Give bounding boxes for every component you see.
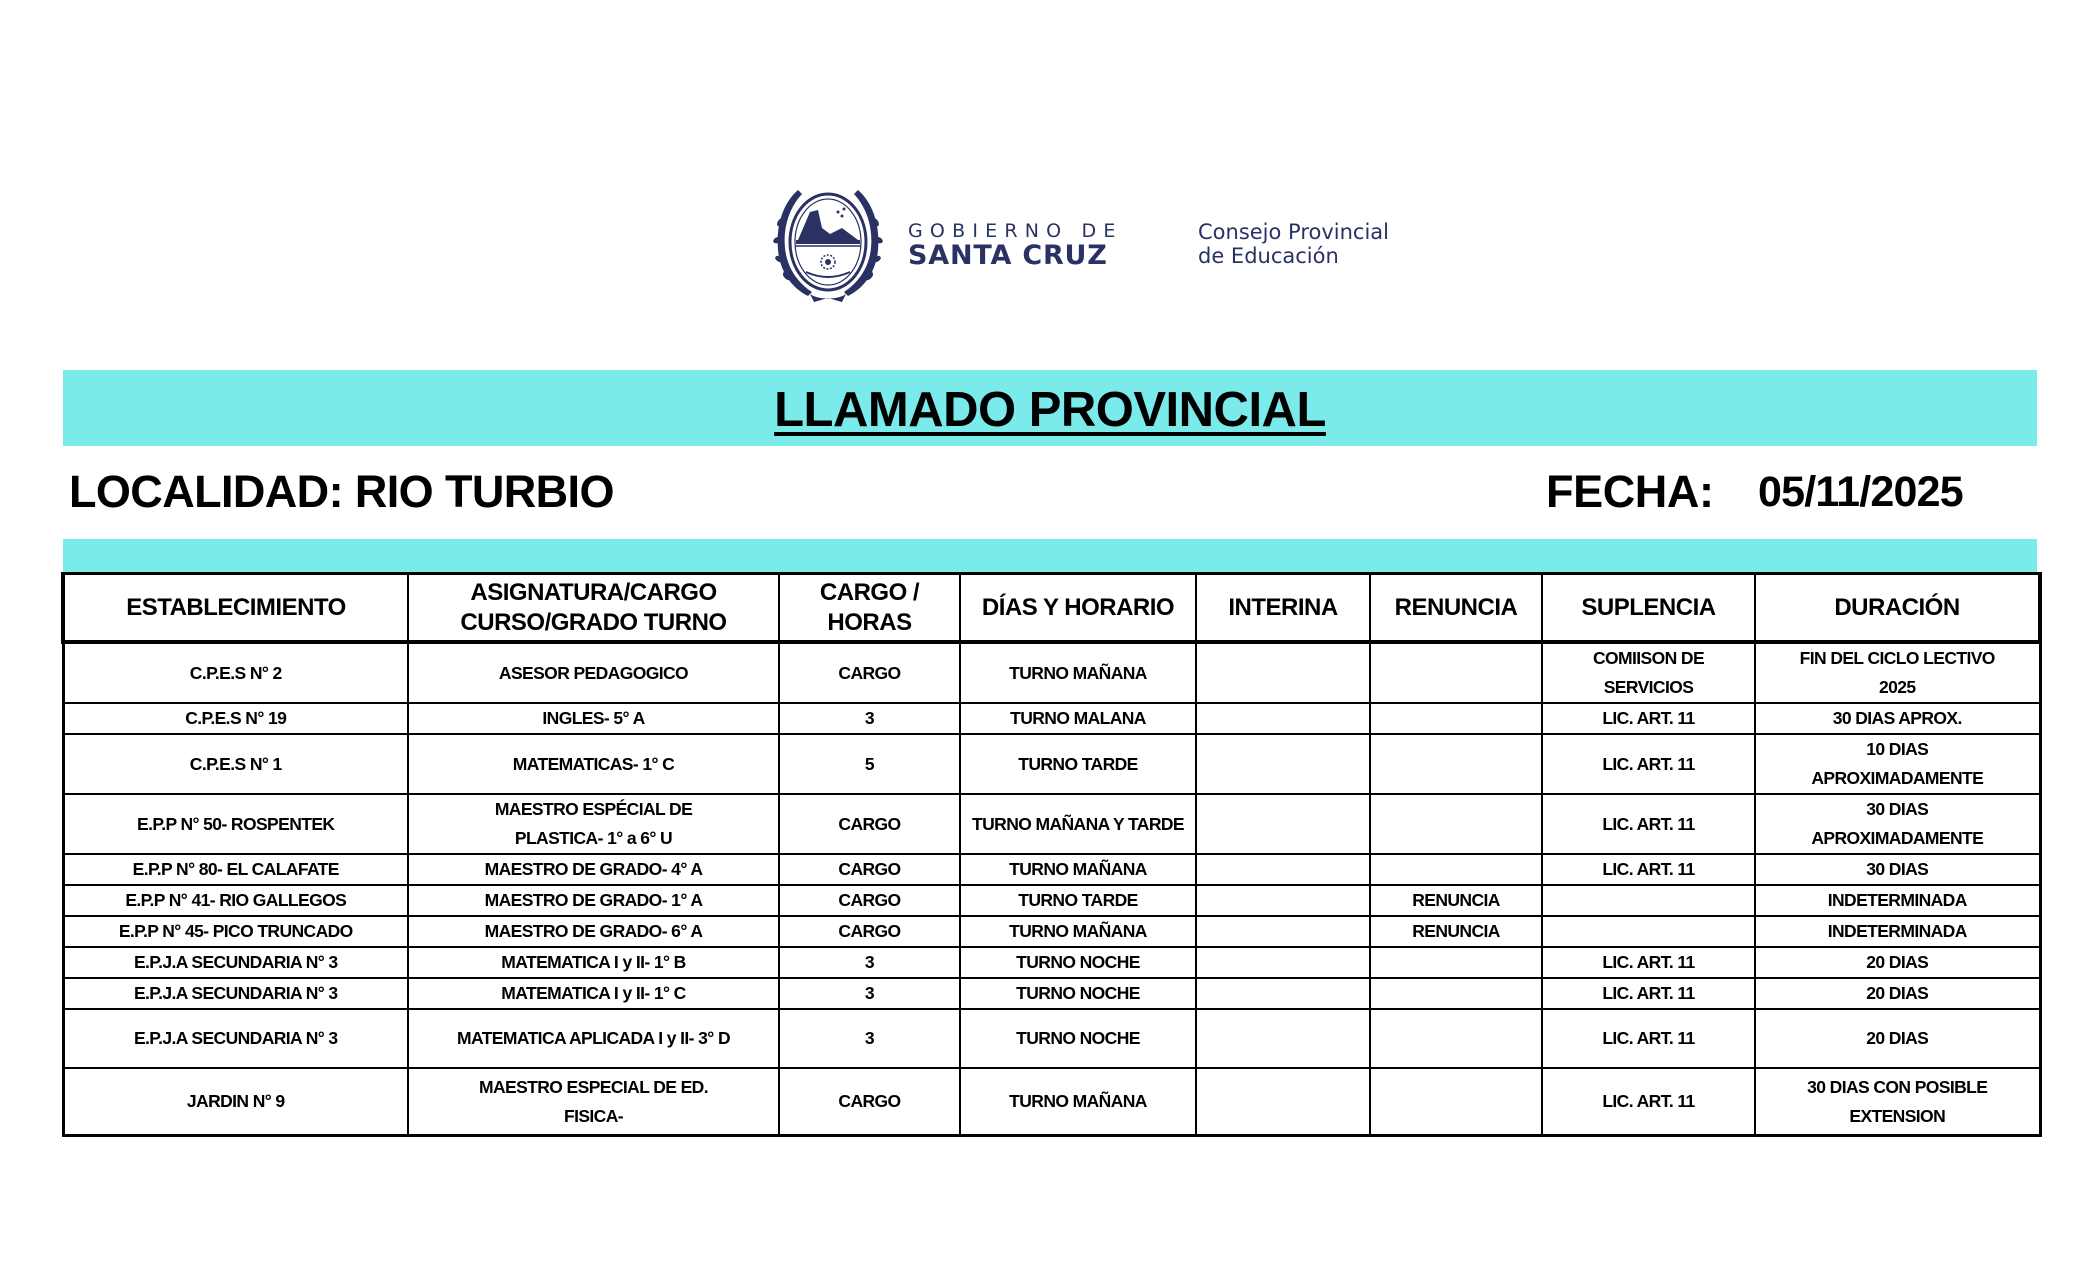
cell-duracion-text: INDETERMINADA	[1827, 890, 1967, 910]
cell-renuncia	[1370, 854, 1542, 885]
cell-asignatura-text: MAESTRO ESPECIAL DE ED. FISICA-	[479, 1076, 708, 1126]
council-line2: de Educación	[1198, 244, 1339, 268]
cell-dias-horario	[960, 885, 1196, 916]
cell-establecimiento-text: E.P.P N° 80- EL CALAFATE	[132, 859, 339, 879]
government-line2: SANTA CRUZ	[908, 240, 1108, 271]
cell-duracion	[1755, 703, 2040, 734]
cell-asignatura-text: INGLES- 5° A	[542, 708, 645, 728]
cell-dias-horario	[960, 642, 1196, 703]
cell-dias-horario-text: TURNO NOCHE	[1016, 952, 1140, 972]
cell-cargo-horas-text: CARGO	[838, 1091, 901, 1111]
column-header-interina: INTERINA	[1196, 574, 1370, 643]
cell-interina	[1196, 978, 1370, 1009]
coat-of-arms-icon	[772, 182, 884, 304]
cell-renuncia	[1370, 734, 1542, 794]
cell-suplencia	[1542, 885, 1755, 916]
fecha-label: FECHA:	[1546, 466, 1714, 517]
cell-suplencia-text: LIC. ART. 11	[1602, 952, 1695, 972]
table-row	[63, 794, 2040, 854]
cell-suplencia-text: COMIISON DE SERVICIOS	[1592, 648, 1705, 697]
cell-renuncia	[1370, 1009, 1542, 1068]
cell-dias-horario-text: TURNO MAÑANA	[1009, 921, 1147, 941]
cell-suplencia	[1542, 947, 1755, 978]
cell-cargo-horas	[779, 885, 960, 916]
cell-cargo-horas-text: 3	[864, 708, 875, 728]
cell-asignatura	[408, 947, 779, 978]
cell-cargo-horas-text: CARGO	[838, 813, 901, 834]
cell-suplencia-text: LIC. ART. 11	[1602, 1091, 1695, 1111]
cell-asignatura	[408, 703, 779, 734]
cell-cargo-horas	[779, 947, 960, 978]
cell-suplencia	[1542, 916, 1755, 947]
cell-duracion	[1755, 1009, 2040, 1068]
cell-dias-horario	[960, 978, 1196, 1009]
cell-suplencia-text: LIC. ART. 11	[1602, 708, 1695, 728]
cell-dias-horario-text: TURNO NOCHE	[1016, 983, 1140, 1003]
cell-renuncia-text: RENUNCIA	[1412, 921, 1500, 941]
cell-cargo-horas	[779, 916, 960, 947]
cell-establecimiento-text: E.P.J.A SECUNDARIA N° 3	[133, 983, 338, 1003]
cell-asignatura-text: MAESTRO DE GRADO- 6° A	[484, 921, 703, 941]
cell-asignatura	[408, 794, 779, 854]
table-row	[63, 703, 2040, 734]
cell-renuncia-text: RENUNCIA	[1412, 890, 1500, 910]
cell-dias-horario-text: TURNO MALANA	[1010, 708, 1146, 728]
cell-renuncia	[1370, 1068, 1542, 1136]
column-header-asignatura	[408, 574, 779, 643]
cell-asignatura-text: MAESTRO ESPÉCIAL DE PLASTICA- 1° a 6° U	[494, 799, 693, 848]
cell-asignatura-text: MAESTRO DE GRADO- 4° A	[484, 859, 703, 879]
cell-duracion	[1755, 642, 2040, 703]
cell-dias-horario	[960, 854, 1196, 885]
cell-suplencia	[1542, 1009, 1755, 1068]
cell-suplencia-text: LIC. ART. 11	[1602, 859, 1695, 879]
cell-asignatura	[408, 885, 779, 916]
cell-duracion	[1755, 978, 2040, 1009]
cell-establecimiento-text: E.P.P N° 41- RIO GALLEGOS	[125, 890, 347, 910]
cell-duracion	[1755, 794, 2040, 854]
cell-cargo-horas	[779, 854, 960, 885]
cell-interina	[1196, 854, 1370, 885]
column-header-cargo-horas-text: CARGO / HORAS	[819, 578, 920, 636]
cell-asignatura	[408, 854, 779, 885]
cell-cargo-horas-text: 3	[864, 983, 875, 1003]
cell-duracion	[1755, 916, 2040, 947]
cell-duracion-text: 20 DIAS	[1866, 1028, 1929, 1048]
cell-renuncia	[1370, 885, 1542, 916]
cell-asignatura	[408, 734, 779, 794]
cell-suplencia	[1542, 1068, 1755, 1136]
cell-renuncia	[1370, 947, 1542, 978]
cell-interina	[1196, 1068, 1370, 1136]
cell-dias-horario	[960, 703, 1196, 734]
cell-dias-horario-text: TURNO MAÑANA	[1009, 859, 1147, 879]
cell-suplencia	[1542, 642, 1755, 703]
cell-duracion-text: 20 DIAS	[1866, 952, 1929, 972]
cell-asignatura-text: MATEMATICAS- 1° C	[512, 753, 675, 774]
cell-establecimiento	[63, 1068, 408, 1136]
cell-cargo-horas-text: 3	[864, 952, 875, 972]
table-row	[63, 947, 2040, 978]
cell-duracion-text: INDETERMINADA	[1827, 921, 1967, 941]
cell-establecimiento	[63, 947, 408, 978]
cell-cargo-horas	[779, 794, 960, 854]
cell-suplencia-text: LIC. ART. 11	[1602, 753, 1695, 774]
cell-establecimiento-text: C.P.E.S N° 19	[185, 708, 287, 728]
cell-suplencia-text: LIC. ART. 11	[1602, 813, 1695, 834]
cell-establecimiento	[63, 642, 408, 703]
cell-interina	[1196, 947, 1370, 978]
page-title	[63, 382, 2037, 438]
cell-dias-horario-text: TURNO MAÑANA	[1009, 1091, 1147, 1111]
cell-establecimiento	[63, 854, 408, 885]
cell-duracion-text: 30 DIAS	[1866, 859, 1929, 879]
cell-dias-horario	[960, 734, 1196, 794]
cell-cargo-horas	[779, 978, 960, 1009]
positions-table	[61, 572, 2042, 1137]
cell-establecimiento	[63, 885, 408, 916]
cell-asignatura	[408, 642, 779, 703]
cell-cargo-horas	[779, 1009, 960, 1068]
cell-interina	[1196, 1009, 1370, 1068]
cell-establecimiento	[63, 794, 408, 854]
separator-band	[63, 539, 2037, 573]
page-title-text: LLAMADO PROVINCIAL	[774, 383, 1326, 437]
cell-interina	[1196, 916, 1370, 947]
cell-interina	[1196, 794, 1370, 854]
cell-duracion-text: FIN DEL CICLO LECTIVO 2025	[1799, 648, 1995, 697]
cell-establecimiento	[63, 734, 408, 794]
cell-establecimiento-text: C.P.E.S N° 2	[189, 662, 282, 683]
table-row	[63, 734, 2040, 794]
cell-duracion	[1755, 885, 2040, 916]
table-row	[63, 854, 2040, 885]
cell-dias-horario-text: TURNO TARDE	[1018, 890, 1138, 910]
cell-establecimiento	[63, 703, 408, 734]
cell-establecimiento-text: C.P.E.S N° 1	[189, 753, 282, 774]
cell-duracion	[1755, 734, 2040, 794]
cell-dias-horario-text: TURNO NOCHE	[1016, 1028, 1140, 1048]
cell-establecimiento	[63, 978, 408, 1009]
cell-establecimiento-text: E.P.J.A SECUNDARIA N° 3	[133, 952, 338, 972]
cell-cargo-horas	[779, 642, 960, 703]
cell-renuncia	[1370, 703, 1542, 734]
cell-asignatura	[408, 916, 779, 947]
cell-duracion-text: 20 DIAS	[1866, 983, 1929, 1003]
cell-asignatura-text: MATEMATICA APLICADA I y II- 3° D	[457, 1028, 730, 1048]
cell-establecimiento-text: E.P.P N° 50- ROSPENTEK	[137, 813, 335, 834]
column-header-renuncia: RENUNCIA	[1370, 574, 1542, 643]
cell-renuncia	[1370, 642, 1542, 703]
cell-duracion-text: 30 DIAS CON POSIBLE EXTENSION	[1807, 1076, 1988, 1126]
column-header-asignatura-text: ASIGNATURA/CARGO CURSO/GRADO TURNO	[460, 578, 727, 636]
cell-duracion	[1755, 1068, 2040, 1136]
table-row	[63, 1009, 2040, 1068]
cell-suplencia	[1542, 854, 1755, 885]
cell-establecimiento	[63, 916, 408, 947]
cell-asignatura	[408, 1009, 779, 1068]
title-band	[63, 370, 2037, 446]
cell-interina	[1196, 642, 1370, 703]
table-row	[63, 642, 2040, 703]
cell-establecimiento-text: JARDIN N° 9	[186, 1091, 285, 1111]
cell-dias-horario-text: TURNO MAÑANA Y TARDE	[972, 813, 1184, 834]
cell-cargo-horas-text: CARGO	[838, 921, 901, 941]
table-row	[63, 1068, 2040, 1136]
column-header-suplencia: SUPLENCIA	[1542, 574, 1755, 643]
cell-dias-horario	[960, 916, 1196, 947]
cell-interina	[1196, 703, 1370, 734]
cell-establecimiento	[63, 1009, 408, 1068]
cell-suplencia	[1542, 794, 1755, 854]
table-row	[63, 885, 2040, 916]
cell-cargo-horas-text: 5	[864, 753, 875, 774]
council-line1: Consejo Provincial	[1198, 220, 1390, 244]
cell-duracion	[1755, 854, 2040, 885]
cell-establecimiento-text: E.P.P N° 45- PICO TRUNCADO	[118, 921, 353, 941]
cell-duracion-text: 30 DIAS APROXIMADAMENTE	[1811, 799, 1984, 848]
localidad-label: LOCALIDAD: RIO TURBIO	[69, 466, 614, 517]
column-header-dias-horario: DÍAS Y HORARIO	[960, 574, 1196, 643]
table-row	[63, 978, 2040, 1009]
cell-suplencia	[1542, 978, 1755, 1009]
cell-renuncia	[1370, 916, 1542, 947]
cell-asignatura-text: MATEMATICA I y II- 1° B	[501, 952, 686, 972]
cell-dias-horario	[960, 1009, 1196, 1068]
cell-dias-horario-text: TURNO TARDE	[1018, 753, 1138, 774]
cell-asignatura	[408, 978, 779, 1009]
government-line1: GOBIERNO DE	[908, 220, 1123, 242]
cell-duracion	[1755, 947, 2040, 978]
cell-cargo-horas	[779, 734, 960, 794]
column-header-duracion: DURACIÓN	[1755, 574, 2040, 643]
cell-asignatura	[408, 1068, 779, 1136]
cell-suplencia-text: LIC. ART. 11	[1602, 1028, 1695, 1048]
cell-cargo-horas-text: CARGO	[838, 859, 901, 879]
cell-interina	[1196, 734, 1370, 794]
council-wordmark	[1198, 220, 1389, 268]
cell-renuncia	[1370, 978, 1542, 1009]
cell-dias-horario	[960, 947, 1196, 978]
cell-dias-horario	[960, 794, 1196, 854]
cell-dias-horario	[960, 1068, 1196, 1136]
government-wordmark	[908, 220, 1123, 270]
cell-cargo-horas-text: CARGO	[838, 890, 901, 910]
cell-cargo-horas-text: CARGO	[838, 662, 901, 683]
cell-suplencia	[1542, 703, 1755, 734]
cell-asignatura-text: MAESTRO DE GRADO- 1° A	[484, 890, 703, 910]
cell-duracion-text: 10 DIAS APROXIMADAMENTE	[1811, 739, 1984, 788]
fecha-value: 05/11/2025	[1758, 468, 1963, 516]
cell-asignatura-text: ASESOR PEDAGOGICO	[498, 662, 689, 683]
cell-asignatura-text: MATEMATICA I y II- 1° C	[501, 983, 686, 1003]
cell-interina	[1196, 885, 1370, 916]
table-header-row	[63, 574, 2040, 643]
cell-cargo-horas-text: 3	[864, 1028, 875, 1048]
cell-dias-horario-text: TURNO MAÑANA	[1009, 662, 1147, 683]
table-row	[63, 916, 2040, 947]
cell-cargo-horas	[779, 703, 960, 734]
cell-cargo-horas	[779, 1068, 960, 1136]
cell-suplencia	[1542, 734, 1755, 794]
column-header-cargo-horas	[779, 574, 960, 643]
cell-renuncia	[1370, 794, 1542, 854]
cell-suplencia-text: LIC. ART. 11	[1602, 983, 1695, 1003]
cell-establecimiento-text: E.P.J.A SECUNDARIA N° 3	[133, 1028, 338, 1048]
cell-duracion-text: 30 DIAS APROX.	[1832, 708, 1962, 728]
column-header-establecimiento: ESTABLECIMIENTO	[63, 574, 408, 643]
